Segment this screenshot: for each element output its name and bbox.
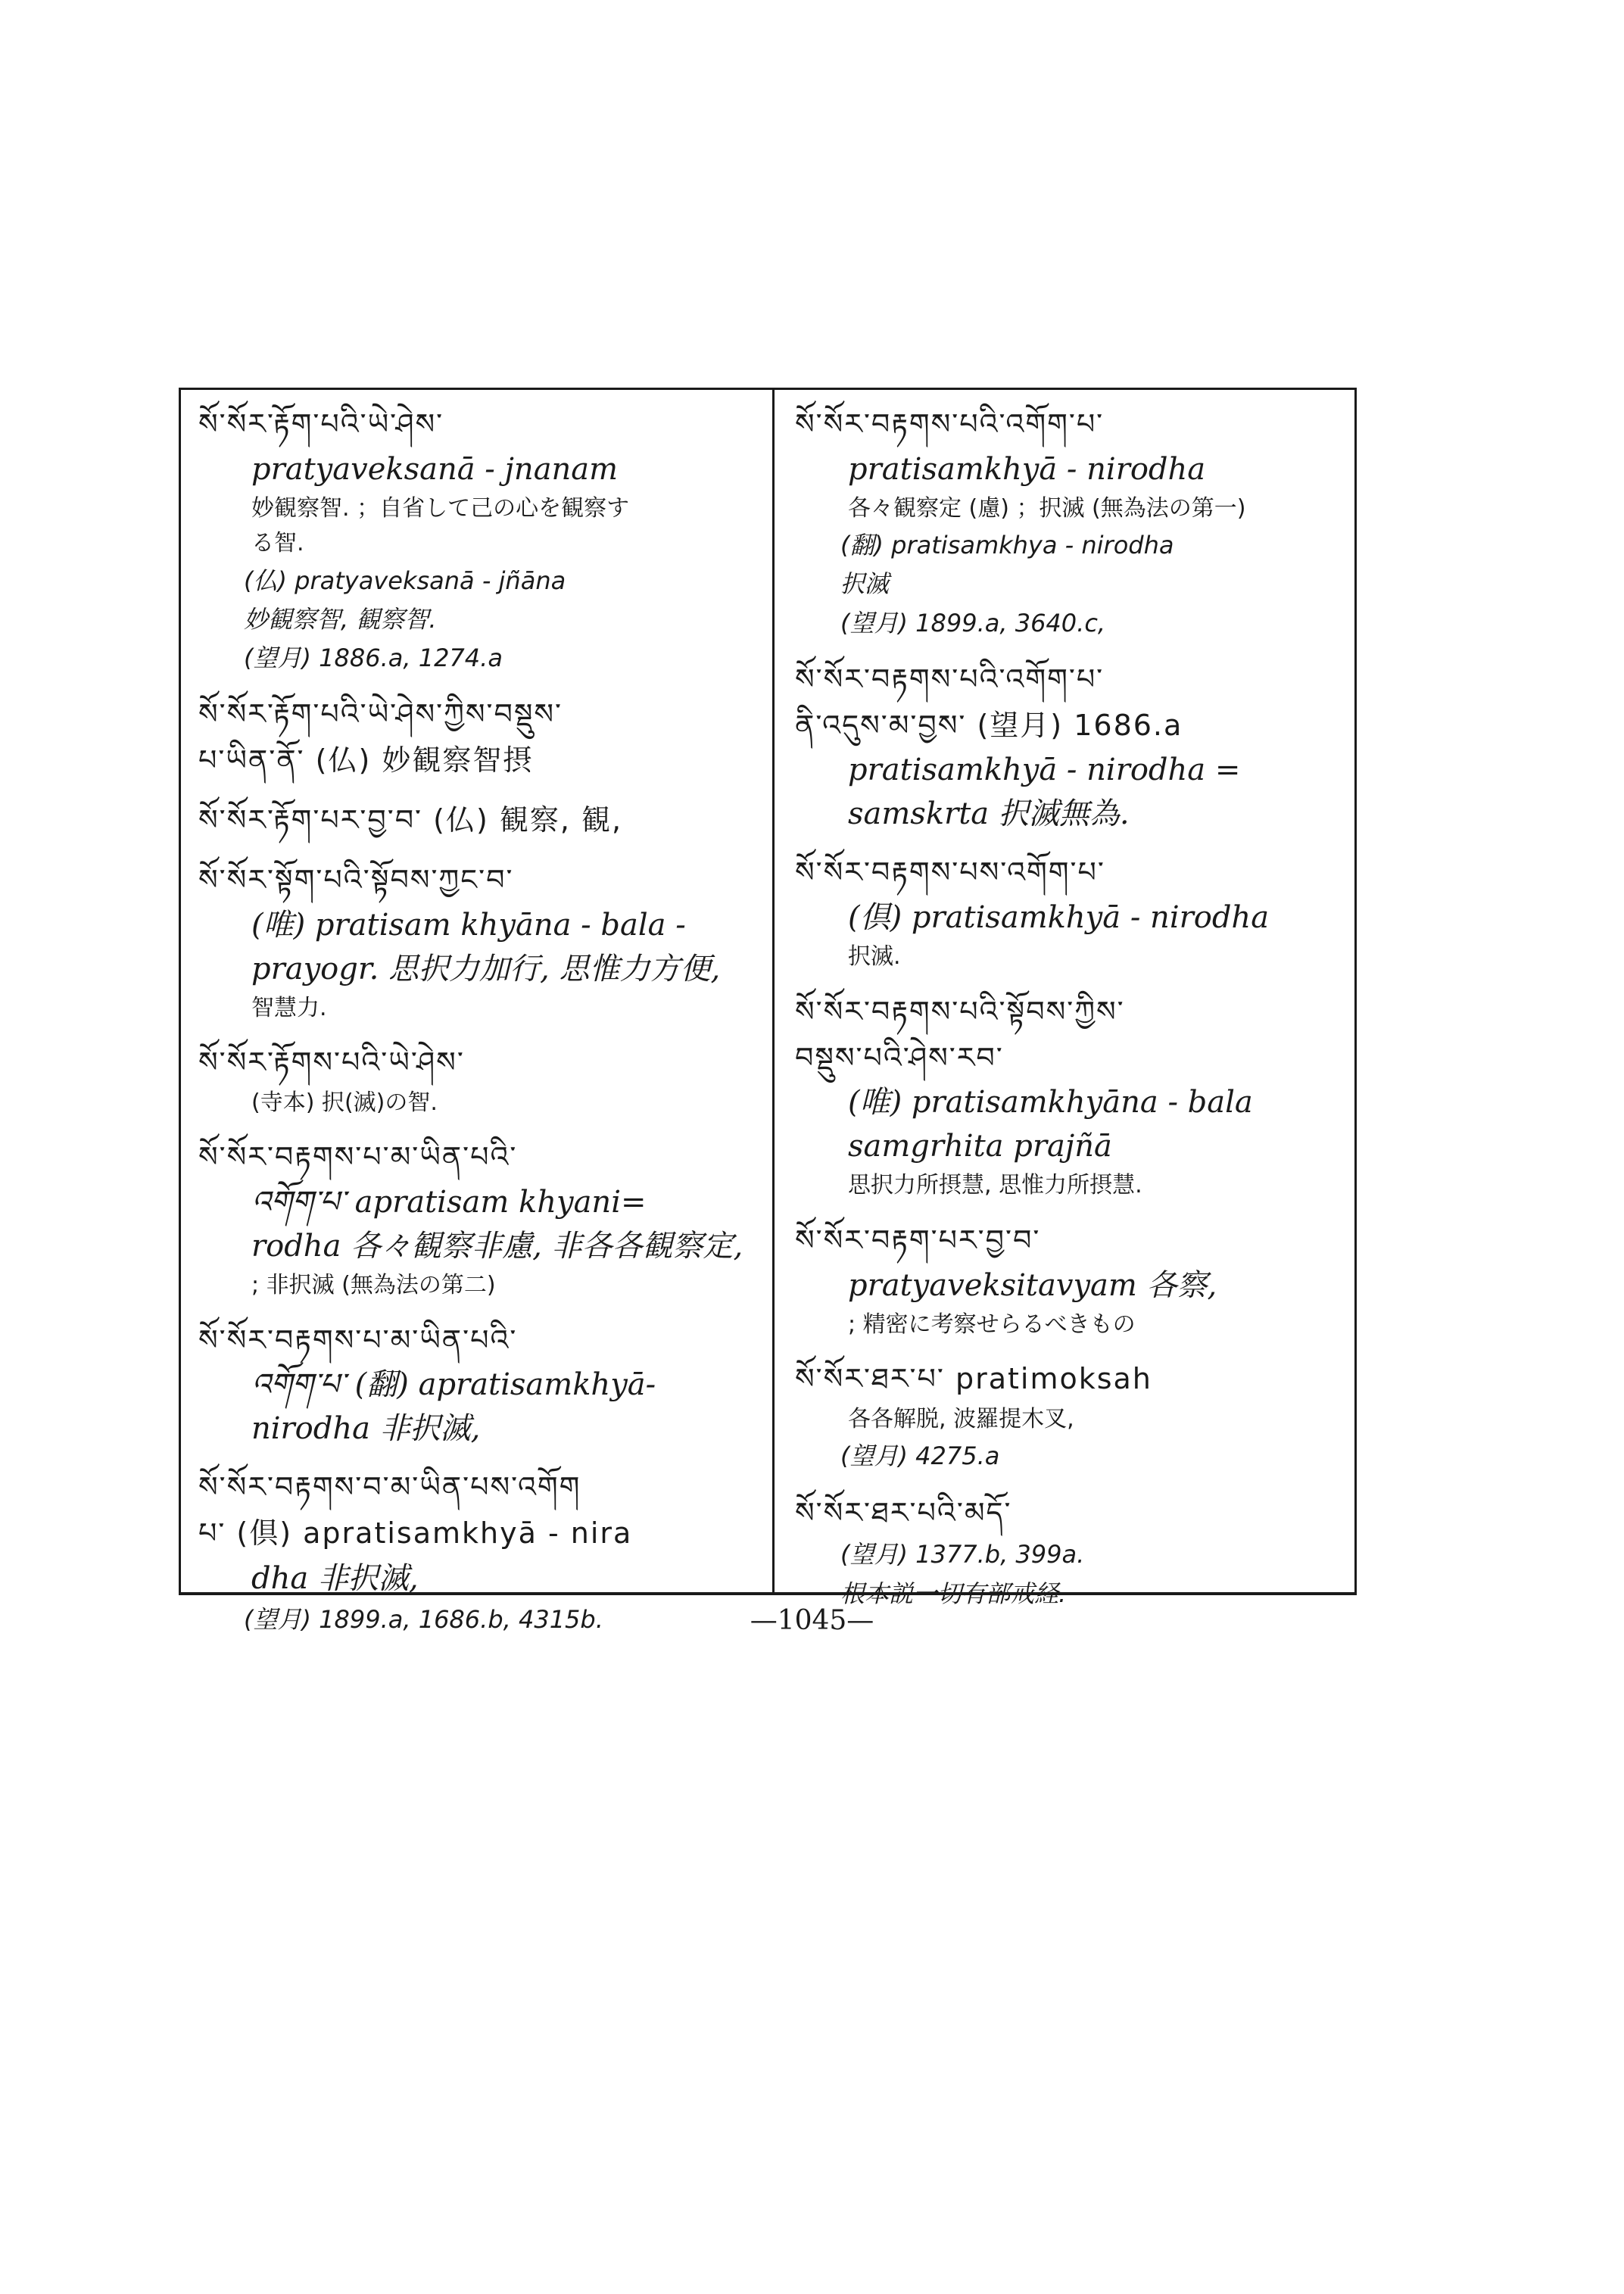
tibetan-headword: སོ་སོར་རྟོག་པར་བྱ་བ་ (仏) 観察, 観, <box>198 803 623 837</box>
japanese-gloss: 択滅. <box>848 943 901 971</box>
sanskrit-equivalent: (唯) pratisam khyāna - bala - <box>251 907 686 943</box>
tibetan-headword: སོ་སོར་རྟོག་པའི་ཡེ་ཤེས་ཀྱིས་བསྡུས་ <box>198 697 563 731</box>
tibetan-headword: ནི་འདུས་མ་བྱས་ (望月) 1686.a <box>795 708 1183 742</box>
column-divider <box>772 388 775 1595</box>
reference-note: (望月) 4275.a <box>840 1442 1000 1471</box>
dictionary-entry <box>198 797 759 843</box>
japanese-gloss: 各々観察定 (慮) ；択滅 (無為法の第一) <box>848 494 1246 522</box>
reference-note: (望月) 1899.a, 3640.c, <box>840 608 1106 637</box>
japanese-gloss: 思択力所摂慧, 思惟力所摂慧. <box>848 1172 1142 1199</box>
tibetan-headword: སོ་སོར་ཐར་པའི་མདོ་ <box>795 1495 1012 1529</box>
tibetan-headword: པ་ (倶) apratisamkhyā - nira <box>198 1516 633 1551</box>
japanese-gloss: 妙観察智. ；自省して己の心を観察す <box>251 494 630 522</box>
sanskrit-equivalent: nirodha 非択滅, <box>251 1411 481 1447</box>
tibetan-headword: སོ་སོར་བརྟགས་པའི་འགོག་པ་ <box>795 662 1105 696</box>
tibetan-headword: སོ་སོར་ཐར་པ་ pratimoksah <box>795 1362 1152 1396</box>
sanskrit-equivalent: (唯) pratisamkhyāna - bala <box>848 1085 1253 1121</box>
reference-note: 根本説一切有部戒経. <box>840 1579 1067 1608</box>
dictionary-entry <box>795 656 1348 837</box>
page-number: —1045— <box>750 1605 874 1636</box>
sanskrit-equivalent: pratisamkhyā - nirodha <box>848 451 1206 487</box>
tibetan-headword: སོ་སོར་རྟོག་པའི་ཡེ་ཤེས་ <box>198 407 444 441</box>
right-column <box>795 401 1348 1627</box>
reference-note: (望月) 1899.a, 1686.b, 4315b. <box>244 1605 603 1635</box>
japanese-gloss: 各各解脱, 波羅提木叉, <box>848 1405 1074 1432</box>
dictionary-entry <box>795 849 1348 974</box>
sanskrit-equivalent: samskrta 択滅無為. <box>848 796 1130 832</box>
tibetan-headword: སོ་སོར་བརྟག་པར་བྱ་བ་ <box>795 1223 1041 1257</box>
tibetan-headword: སོ་སོར་བརྟགས་པས་འགོག་པ་ <box>795 856 1105 890</box>
dictionary-entry <box>198 857 759 1026</box>
dictionary-entry <box>795 1217 1348 1342</box>
japanese-gloss: 智慧力. <box>251 994 327 1021</box>
sanskrit-equivalent: prayogr. 思択力加行, 思惟力方便, <box>251 951 721 986</box>
dictionary-entry <box>795 401 1348 643</box>
tibetan-headword: པ་ཡིན་ནོ་ (仏) 妙観察智摂 <box>198 743 534 778</box>
reference-note: 妙観察智, 観察智. <box>244 604 437 634</box>
sanskrit-equivalent: pratyaveksitavyam 各察, <box>848 1267 1217 1303</box>
tibetan-headword: སོ་སོར་བརྟགས་པའི་འགོག་པ་ <box>795 407 1105 441</box>
reference-note: (翻) pratisamkhya - nirodha <box>840 531 1174 560</box>
tibetan-headword: བསྡུས་པའི་ཤེས་རབ་ <box>795 1040 1004 1074</box>
sanskrit-equivalent: འགོག་པ་ (翻) apratisamkhyā- <box>251 1367 656 1403</box>
tibetan-headword: སོ་སོར་སྟོག་པའི་སྟོབས་ཀྱང་བ་ <box>198 862 514 896</box>
reference-note: (望月) 1377.b, 399a. <box>840 1540 1085 1569</box>
sanskrit-equivalent: rodha 各々観察非慮, 非各各観察定, <box>251 1229 743 1264</box>
dictionary-entry <box>198 401 759 678</box>
dictionary-entry <box>198 691 759 784</box>
tibetan-headword: སོ་སོར་བརྟགས་བ་མ་ཡིན་པས་འགོག <box>198 1470 581 1504</box>
tibetan-headword: སོ་སོར་རྟོགས་པའི་ཡེ་ཤེས་ <box>198 1046 465 1080</box>
tibetan-headword: སོ་སོར་བརྟགས་པའི་སྟོབས་ཀྱིས་ <box>795 994 1125 1028</box>
sanskrit-equivalent: (倶) pratisamkhyā - nirodha <box>848 900 1270 936</box>
sanskrit-equivalent: dha 非択滅, <box>251 1561 419 1597</box>
reference-note: (望月) 1886.a, 1274.a <box>244 644 503 673</box>
reference-note: (仏) pratyaveksanā - jñāna <box>244 566 566 595</box>
dictionary-entry <box>795 1490 1348 1613</box>
tibetan-headword: སོ་སོར་བརྟགས་པ་མ་ཡིན་པའི་ <box>198 1140 518 1174</box>
dictionary-entry <box>795 989 1348 1204</box>
sanskrit-equivalent: samgrhita prajñā <box>848 1129 1112 1164</box>
japanese-gloss: る智. <box>251 530 304 557</box>
japanese-gloss: (寺本) 択(滅)の智. <box>251 1089 438 1116</box>
sanskrit-equivalent: འགོག་པ་ apratisam khyani= <box>251 1185 647 1220</box>
reference-note: 択滅 <box>840 569 890 599</box>
sanskrit-equivalent: pratyaveksanā - jnanam <box>251 451 619 487</box>
dictionary-entry <box>795 1356 1348 1476</box>
dictionary-entry <box>198 1134 759 1303</box>
left-column <box>198 401 759 1653</box>
japanese-gloss: ; 精密に考察せらるべきもの <box>848 1311 1136 1338</box>
sanskrit-equivalent: pratisamkhyā - nirodha = <box>848 753 1241 788</box>
dictionary-entry <box>198 1039 759 1121</box>
tibetan-headword: སོ་སོར་བརྟགས་པ་མ་ཡིན་པའི་ <box>198 1323 518 1357</box>
dictionary-entry <box>198 1317 759 1451</box>
japanese-gloss: ; 非択滅 (無為法の第二) <box>251 1272 496 1299</box>
